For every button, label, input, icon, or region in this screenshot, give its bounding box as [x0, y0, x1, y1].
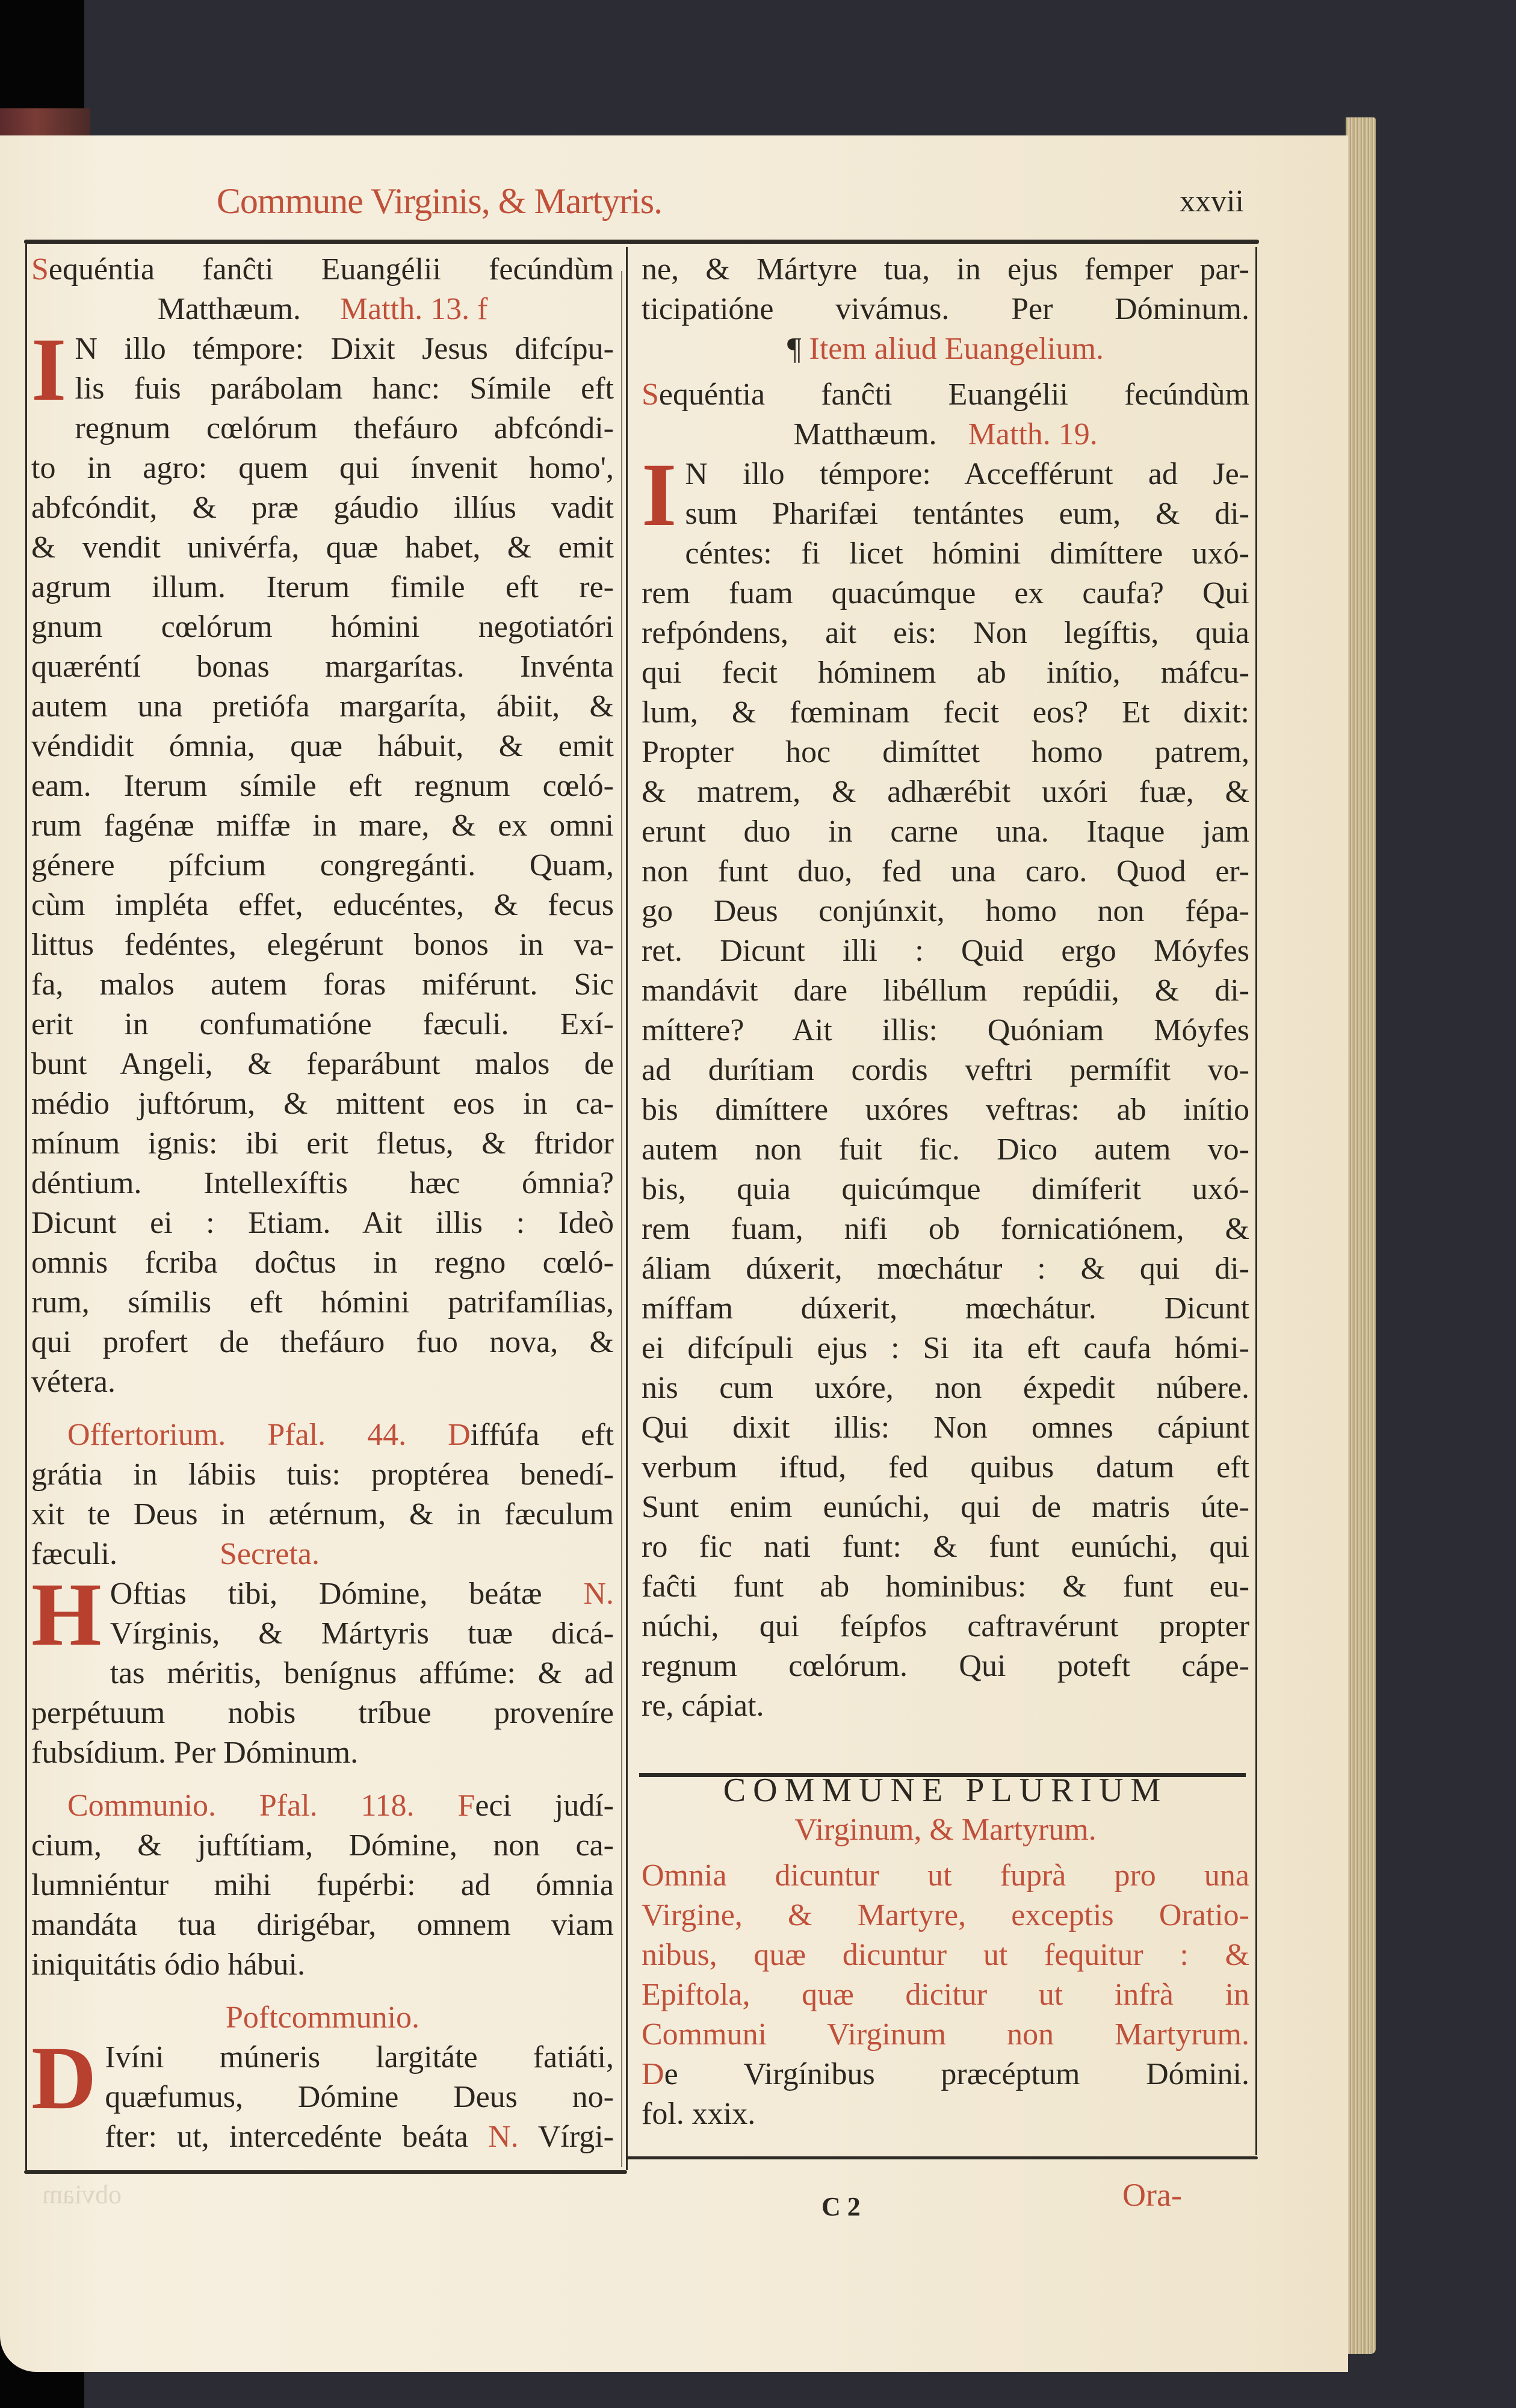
text-line: to in agro: quem qui ínvenit homo',	[31, 451, 614, 485]
rubric-lines	[642, 1856, 1249, 2055]
text-line: abfcóndit, & præ gáudio illíus vadit	[31, 491, 614, 525]
text-line: áliam dúxerit, mœchátur : & qui di-	[642, 1252, 1249, 1286]
gospel-intro: Sequéntia fanĉti Euangélii fecúndùm	[31, 252, 614, 287]
rubric-initial: D	[642, 2057, 664, 2091]
continuation-lines	[642, 250, 1249, 329]
drop-cap-initial: I	[642, 445, 677, 545]
text-line: verbum iftud, fed quibus datum eft	[642, 1450, 1249, 1485]
text-line: quæfumus, Dómine Deus no-	[105, 2080, 614, 2114]
text-line: déntium. Intellexíftis hæc ómnia?	[31, 1166, 614, 1200]
rubric-heading: ¶ Item aliud Euangelium.	[787, 332, 1104, 366]
text-line: xit te Deus in ætérnum, & in fæculum	[31, 1497, 614, 1531]
text-line: littus fedéntes, elegérunt bonos in va-	[31, 928, 614, 962]
name-placeholder: N.	[583, 1577, 614, 1611]
offertory-label: Offertorium.	[67, 1418, 226, 1452]
secret-line: Oftias tibi, Dómine, beátæ N.	[110, 1577, 614, 1611]
text-line: Sunt enim eunúchi, qui de matris úte-	[642, 1490, 1249, 1524]
text-line: génere pífcium congregánti. Quam,	[31, 848, 614, 883]
text-line: N illo témpore: Accefférunt ad Je-	[685, 457, 1249, 491]
text-line: N illo témpore: Dixit Jesus difcípu-	[75, 332, 614, 366]
text-line: regnum cœlórum. Qui poteft cápe-	[642, 1649, 1249, 1683]
gospel-last-line: re, cápiat.	[642, 1689, 764, 1723]
text-line: non funt duo, fed una caro. Quod er-	[642, 854, 1249, 889]
text-line: rem fuam quacúmque ex caufa? Qui	[642, 576, 1249, 610]
secret-lines	[31, 1614, 614, 1773]
text-line: & matrem, & adhærébit uxóri fuæ, &	[642, 775, 1249, 809]
text-line: lumniéntur mihi fupérbi: ad ómnia	[31, 1868, 614, 1902]
right-column	[642, 250, 1249, 2134]
gospel-intro-continued: Matthæum. Matth. 19.	[793, 417, 1098, 452]
text-line: ad durítiam cordis veftri permífit vo-	[642, 1053, 1249, 1087]
show-through-text: obviam	[42, 2180, 122, 2209]
text-line: nis cum uxóre, non éxpedit núbere.	[642, 1371, 1249, 1405]
communion-heading: Communio. Pfal. 118. Feci judí-	[67, 1789, 614, 1823]
drop-cap-initial: D	[31, 2028, 97, 2128]
secret-text	[31, 1565, 614, 1773]
gospel-text	[31, 320, 614, 1402]
text-line: Omnia dicuntur ut fuprà pro una	[642, 1858, 1249, 1893]
rubric-initial: S	[642, 377, 659, 412]
gospel-intro-continued: Matthæum. Matth. 13. f	[157, 292, 488, 326]
text-line: eam. Iterum símile eft regnum cœló-	[31, 769, 614, 803]
text-line: núchi, qui feípfos caftravérunt propter	[642, 1609, 1249, 1643]
pilcrow-icon: ¶	[787, 332, 802, 366]
text-line: médio juftórum, & mittent eos in ca-	[31, 1087, 614, 1121]
offertory-lines	[31, 1455, 614, 1534]
folio-number: xxvii	[1180, 184, 1244, 219]
offertory-reference: Pfal. 44.	[267, 1418, 407, 1452]
text-line: míttere? Ait illis: Quóniam Móyfes	[642, 1013, 1249, 1047]
text-line: Epiftola, quæ dicitur ut infrà in	[642, 1978, 1249, 2012]
text-line: faĉti funt ab hominibus: & funt eu-	[642, 1569, 1249, 1604]
gospel-reference: Matth. 13. f	[339, 292, 488, 326]
text-line: ticipatióne vivámus. Per Dóminum.	[642, 292, 1249, 326]
text-line: bis, quia quicúmque dimíferit uxó-	[642, 1172, 1249, 1206]
text-line: rum, símilis eft hómini patrifamílias,	[31, 1285, 614, 1320]
text-line: mandávit dare libéllum repúdii, & di-	[642, 973, 1249, 1008]
folio-reference: fol. xxix.	[642, 2097, 756, 2131]
communion-lines	[31, 1826, 614, 1985]
postcommunion-last-line: fter: ut, intercedénte beáta N. Vírgi-	[105, 2120, 614, 2154]
left-column	[31, 250, 614, 2157]
text-line: rem fuam, nifi ob fornicatiónem, &	[642, 1212, 1249, 1246]
communion-label: Communio.	[67, 1789, 217, 1823]
postcommunion-heading: Poftcommunio.	[225, 2000, 420, 2035]
bottom-rule-left	[24, 2170, 627, 2174]
offertory-last-line: fæculi. Secreta.	[31, 1537, 320, 1571]
text-line: véndidit ómnia, quæ hábuit, & emit	[31, 729, 614, 763]
drop-cap-initial: H	[31, 1565, 102, 1665]
catchword: Ora-	[1122, 2177, 1182, 2213]
text-line: Ivíni múneris largitáte fatiáti,	[105, 2040, 614, 2074]
gospel-lines	[642, 445, 1249, 1686]
text-line: cium, & juftítiam, Dómine, non ca-	[31, 1828, 614, 1863]
text-line: Virgine, & Martyre, exceptis Oratio-	[642, 1898, 1249, 1932]
postcommunion-lines	[31, 2038, 614, 2117]
running-head: Commune Virginis, & Martyris.	[216, 181, 663, 221]
text-line: gnum cœlórum hómini negotiatóri	[31, 610, 614, 644]
text-line: autem una pretiófa margaríta, ábiit, &	[31, 689, 614, 724]
name-placeholder: N.	[488, 2120, 519, 2154]
offertory-initial: D	[448, 1418, 471, 1452]
top-rule	[24, 240, 1259, 244]
text-line: omnis fcriba doĉtus in regno cœló-	[31, 1246, 614, 1280]
text-line: mínum ignis: ibi erit fletus, & ftridor	[31, 1126, 614, 1161]
secret-heading: Secreta.	[219, 1537, 320, 1571]
bottom-rule-right	[626, 2156, 1258, 2159]
communion-reference: Pfal. 118.	[259, 1789, 415, 1823]
text-line: refpóndens, ait eis: Non legíftis, quia	[642, 616, 1249, 650]
text-line: fubsídium. Per Dóminum.	[31, 1736, 359, 1770]
text-line: iniquitátis ódio hábui.	[31, 1947, 305, 1982]
text-line: ro fic nati funt: & funt eunúchi, qui	[642, 1530, 1249, 1564]
page-edges	[1346, 117, 1376, 2354]
text-line: erunt duo in carne una. Itaque jam	[642, 815, 1249, 849]
gospel-text	[642, 445, 1249, 1686]
text-line: Communi Virginum non Martyrum.	[642, 2017, 1249, 2052]
text-line: Propter hoc dimíttet homo patrem,	[642, 735, 1249, 769]
text-line: nibus, quæ dicuntur ut fequitur : &	[642, 1938, 1249, 1972]
frame-left-rule	[25, 244, 27, 2170]
gospel-intro: Sequéntia fanĉti Euangélii fecúndùm	[642, 377, 1249, 412]
text-line: mandáta tua dirigébar, omnem viam	[31, 1908, 614, 1942]
text-line: lum, & fœminam fecit eos? Et dixit:	[642, 695, 1249, 730]
text-line: quæréntí bonas margarítas. Invénta	[31, 650, 614, 684]
offertory-heading: Offertorium. Pfal. 44. Diffúfa eft	[67, 1418, 614, 1452]
text-line: go Deus conjúnxit, homo non fépa-	[642, 894, 1249, 928]
section-subtitle: Virginum, & Martyrum.	[794, 1813, 1097, 1847]
gospel-reference: Matth. 19.	[968, 417, 1098, 452]
text-line: erit in confumatióne fæculi. Exí-	[31, 1007, 614, 1041]
final-line: De Virgínibus præcéptum Dómini.	[642, 2057, 1249, 2091]
frame-right-rule	[1255, 247, 1257, 2155]
text-line: grátia in lábiis tuis: proptérea benedí-	[31, 1457, 614, 1492]
text-line: cùm impléta effet, educéntes, & fecus	[31, 888, 614, 922]
text-line: lis fuis parábolam hanc: Símile eft	[75, 371, 614, 406]
column-divider-rule	[626, 247, 628, 2170]
text-line: bunt Angeli, & feparábunt malos de	[31, 1047, 614, 1081]
text-line: ret. Dicunt illi : Quid ergo Móyfes	[642, 934, 1249, 968]
text-line: Qui dixit illis: Non omnes cápiunt	[642, 1410, 1249, 1445]
text-line: perpétuum nobis tríbue proveníre	[31, 1696, 614, 1730]
text-line: qui profert de thefáuro fuo nova, &	[31, 1325, 614, 1359]
text-line: Dicunt ei : Etiam. Ait illis : Ideò	[31, 1206, 614, 1240]
text-line: rum fagénæ miffæ in mare, & ex omni	[31, 808, 614, 843]
gospel-lines	[31, 320, 614, 1402]
text-line: regnum cœlórum thefáuro abfcóndi-	[75, 411, 614, 445]
text-line: autem non fuit fic. Dico autem vo-	[642, 1132, 1249, 1167]
text-line: agrum illum. Iterum fimile eft re-	[31, 570, 614, 604]
text-line: qui fecit hóminem ab inítio, máfcu-	[642, 656, 1249, 690]
text-line: ei difcípuli ejus : Si ita eft caufa hómi-	[642, 1331, 1249, 1365]
text-line: & vendit univérfa, quæ habet, & emit	[31, 530, 614, 565]
text-line: bis dimíttere uxóres veftras: ab inítio	[642, 1093, 1249, 1127]
text-line: míffam dúxerit, mœchátur. Dicunt	[642, 1291, 1249, 1326]
drop-cap-initial: I	[31, 320, 67, 420]
communion-initial: F	[457, 1789, 475, 1823]
text-line: Vírginis, & Mártyris tuæ dicá-	[110, 1616, 614, 1651]
text-line: fa, malos autem foras miférunt. Sic	[31, 967, 614, 1002]
text-line: sum Pharifæi tentántes eum, & di-	[685, 497, 1249, 531]
text-line: ne, & Mártyre tua, in ejus femper par-	[642, 252, 1249, 287]
rubric-initial: S	[31, 252, 49, 287]
section-title: COMMUNE PLURIUM	[723, 1772, 1168, 1809]
text-line: céntes: fi licet hómini dimíttere uxó-	[685, 536, 1249, 571]
column-divider-rule-inner	[621, 271, 622, 2167]
postcommunion-text	[31, 2028, 614, 2128]
text-line: vétera.	[31, 1365, 116, 1399]
signature-mark: C 2	[821, 2192, 861, 2221]
text-line: tas méritis, benígnus affúme: & ad	[110, 1656, 614, 1690]
